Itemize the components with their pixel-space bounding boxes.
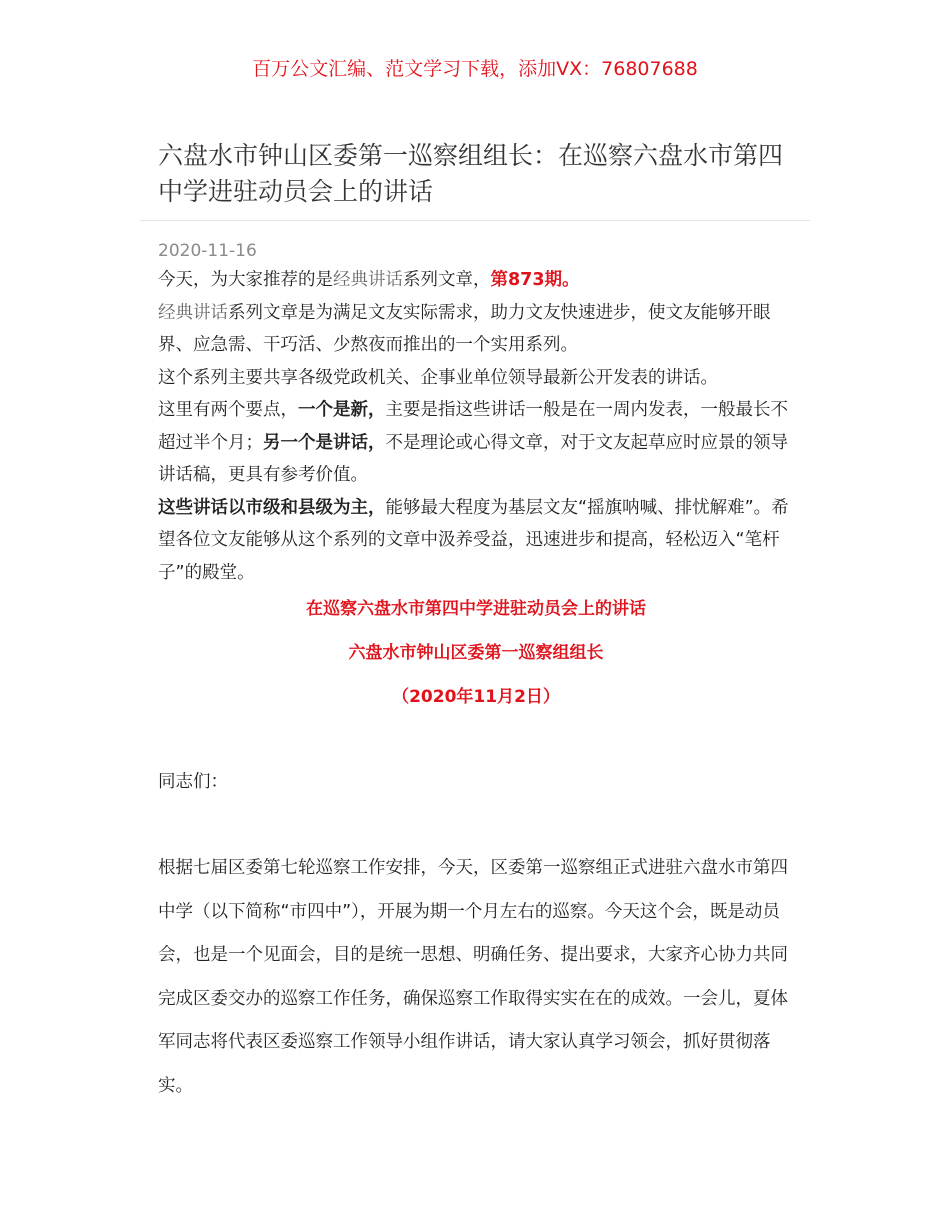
intro-paragraph	[158, 297, 794, 362]
series-name: 经典讲话	[158, 302, 228, 323]
publish-date: 2020-11-16	[158, 241, 257, 261]
key-point: 另一个是讲话，	[263, 432, 386, 453]
intro-paragraph	[158, 264, 794, 297]
speech-paragraph: 根据七届区委第七轮巡察工作安排，今天，区委第一巡察组正式进驻六盘水市第四中学（以下简称“市四中”），开展为期一个月左右的巡察。今天这个会，既是动员会，也是一个见面会，目的是统一思想、明确任务、提出要求，大家齐心协力共同完成区委交办的巡察工作任务，确保巡察工作取得实实在在的成效。一会儿，夏体军同志将代表区委巡察工作领导小组作讲话，请大家认真学习领会，抓好贯彻落实。	[158, 858, 788, 1096]
speech-heading: 在巡察六盘水市第四中学进驻动员会上的讲话	[306, 599, 646, 619]
article-title: 六盘水市钟山区委第一巡察组组长：在巡察六盘水市第四中学进驻动员会上的讲话	[158, 141, 784, 206]
key-point: 这些讲话以市级和县级为主，	[158, 497, 386, 518]
intro-paragraph	[158, 394, 794, 492]
key-point: 一个是新，	[298, 400, 386, 420]
intro-text: 这里有两个要点，	[158, 400, 298, 420]
speech-greeting: 同志们：	[158, 772, 228, 792]
intro-text: 今天，为大家推荐的是	[158, 270, 333, 290]
speech-speaker: 六盘水市钟山区委第一巡察组组长	[348, 643, 604, 663]
title-divider	[140, 220, 810, 221]
promo-banner: 百万公文汇编、范文学习下载，添加VX：76807688	[252, 58, 698, 80]
intro-text: 系列文章，	[403, 270, 491, 290]
intro-paragraph	[158, 362, 794, 395]
intro-text: 主要是指这些讲话一般是在一周内发表，一般最长不超过半个月；	[158, 400, 788, 453]
speech-date: （2020年11月2日）	[392, 687, 560, 707]
intro-text: 系列文章是为满足文友实际需求，助力文友快速进步，使文友能够开眼界、应急需、干巧活、少熬夜而推出的一个实用系列。	[158, 302, 771, 355]
intro-paragraph	[158, 492, 794, 590]
intro-text: 不是理论或心得文章，对于文友起草应时应景的领导讲话稿，更具有参考价值。	[158, 432, 788, 485]
intro-text: 能够最大程度为基层文友“摇旗呐喊、排忧解难”。希望各位文友能够从这个系列的文章中汲养受益，迅速进步和提高，轻松迈入“笔杆子”的殿堂。	[158, 497, 789, 583]
intro-text: 这个系列主要共享各级党政机关、企事业单位领导最新公开发表的讲话。	[158, 367, 718, 388]
series-name: 经典讲话	[333, 270, 403, 290]
issue-number: 第873期。	[490, 270, 580, 290]
series-intro	[158, 264, 794, 589]
